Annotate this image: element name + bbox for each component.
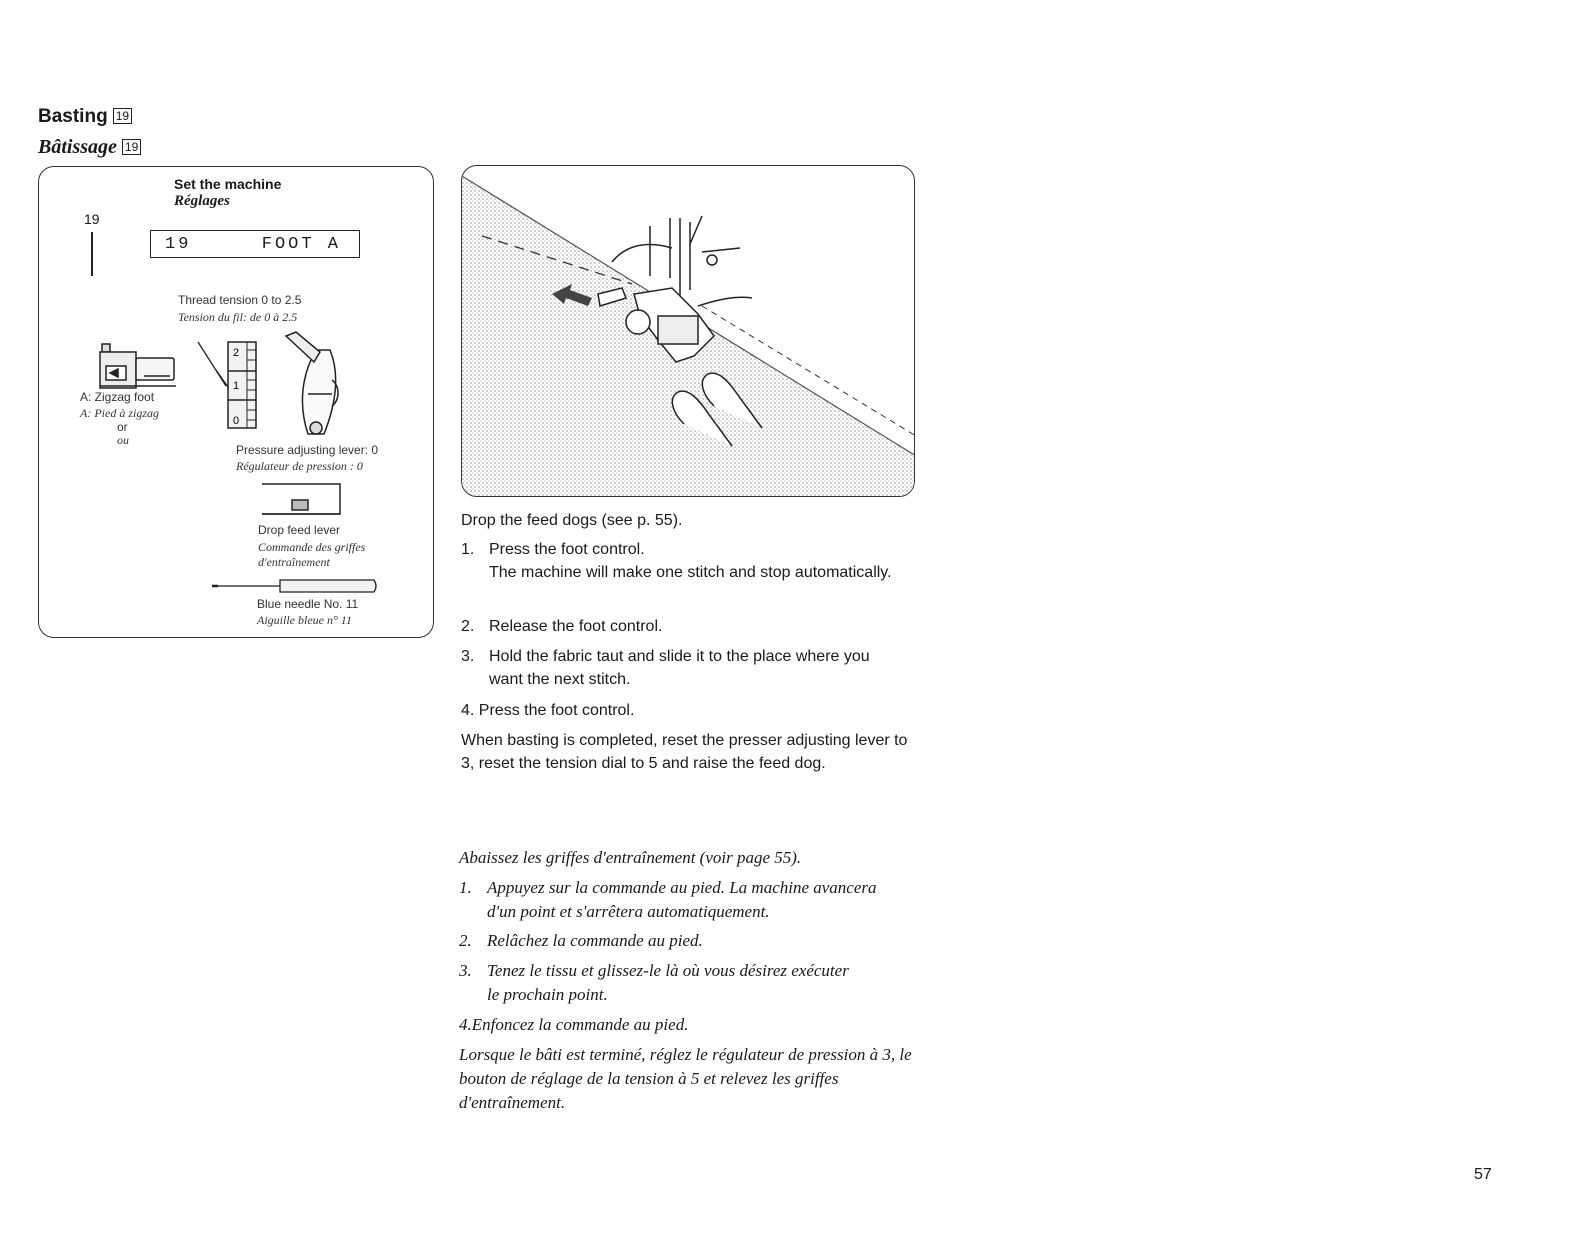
foot-label: A: Zigzag foot — [80, 390, 155, 404]
tension-leader-line — [198, 342, 226, 386]
step-text: Release the foot control. — [489, 618, 663, 635]
pattern-badge: 19 — [113, 108, 132, 124]
tension-dial-mark: 1 — [233, 380, 240, 392]
step-french — [459, 929, 909, 953]
step-extra-text: The machine will make one stitch and stop automatically. — [489, 564, 892, 581]
drop-feed-lever-icon — [262, 484, 340, 514]
pattern-number: 19 — [84, 211, 100, 227]
basting-drawing — [462, 166, 915, 497]
step-text: Tenez le tissu et glissez-le là où vous désirez exécuter le prochain point. — [487, 961, 849, 1004]
lcd-pattern-number: 19 — [165, 234, 192, 254]
lcd-display — [150, 230, 360, 258]
step-french — [459, 959, 909, 1007]
page-title-french — [38, 136, 141, 159]
needle-label-french: Aiguille bleue n° 11 — [257, 613, 352, 627]
or-label-french: ou — [117, 433, 129, 447]
drop-feed-label: Drop feed lever — [258, 523, 341, 537]
step-english — [461, 699, 634, 722]
title-french: Bâtissage — [38, 136, 117, 158]
step-number: 3. — [459, 961, 472, 980]
zigzag-foot-icon — [100, 344, 176, 388]
pressure-label: Pressure adjusting lever: 0 — [236, 443, 379, 457]
tension-dial-mark: 2 — [233, 347, 240, 359]
pattern-badge-french: 19 — [122, 139, 141, 155]
step-number: 3. — [461, 648, 475, 665]
settings-illustrations — [40, 330, 420, 630]
intro-french: Abaissez les griffes d'entraînement (voir page 55). — [459, 848, 802, 867]
step-number: 4. — [459, 1015, 472, 1034]
basting-illustration — [461, 165, 915, 497]
settings-heading: Set the machine — [174, 176, 282, 192]
or-label: or — [117, 420, 128, 434]
step-english — [461, 538, 911, 584]
pressure-regulator-icon — [286, 332, 338, 434]
page-number: 57 — [1474, 1166, 1492, 1183]
blue-needle-icon — [212, 580, 376, 592]
step-text: Relâchez la commande au pied. — [487, 931, 703, 950]
step-text: Enfoncez la commande au pied. — [471, 1015, 689, 1034]
step-text: Press the foot control. — [489, 541, 645, 558]
step-english — [461, 615, 911, 638]
step-number: 2. — [461, 618, 475, 635]
tension-dial-mark: 0 — [233, 415, 240, 427]
closing-english: When basting is completed, reset the presser adjusting lever to 3, reset the tension dial to 5 and raise the feed dog. — [461, 732, 908, 772]
step-english — [461, 645, 911, 691]
step-french — [459, 1013, 688, 1037]
step-number: 1. — [461, 541, 475, 558]
closing-french: Lorsque le bâti est terminé, réglez le régulateur de pression à 3, le bouton de réglage de la tension à 5 et relevez les griffes d'entraînement. — [459, 1045, 912, 1112]
step-number: 4. — [461, 702, 475, 719]
drop-feed-label-french: Commande des griffes d'entraînement — [258, 540, 366, 569]
step-text: Hold the fabric taut and slide it to the place where you want the next stitch. — [489, 648, 870, 688]
foot-label-french: A: Pied à zigzag — [80, 406, 159, 420]
step-number: 2. — [459, 931, 472, 950]
step-number: 1. — [459, 878, 472, 897]
page-title — [38, 106, 132, 128]
step-french — [459, 876, 909, 924]
title-english: Basting — [38, 106, 108, 127]
needle-label: Blue needle No. 11 — [257, 597, 359, 611]
settings-heading-french: Réglages — [174, 193, 230, 209]
step-text: Press the foot control. — [478, 702, 635, 719]
pressure-label-french: Régulateur de pression : 0 — [236, 459, 363, 473]
thread-tension-label: Thread tension 0 to 2.5 — [178, 293, 302, 307]
step-text: Appuyez sur la commande au pied. La machine avancera d'un point et s'arrêtera automatiquement. — [487, 878, 877, 921]
pattern-pointer-line — [91, 232, 93, 276]
thread-tension-label-french: Tension du fil: de 0 à 2.5 — [178, 310, 298, 324]
lcd-foot-text: FOOT A — [261, 234, 341, 254]
intro-english: Drop the feed dogs (see p. 55). — [461, 512, 683, 529]
